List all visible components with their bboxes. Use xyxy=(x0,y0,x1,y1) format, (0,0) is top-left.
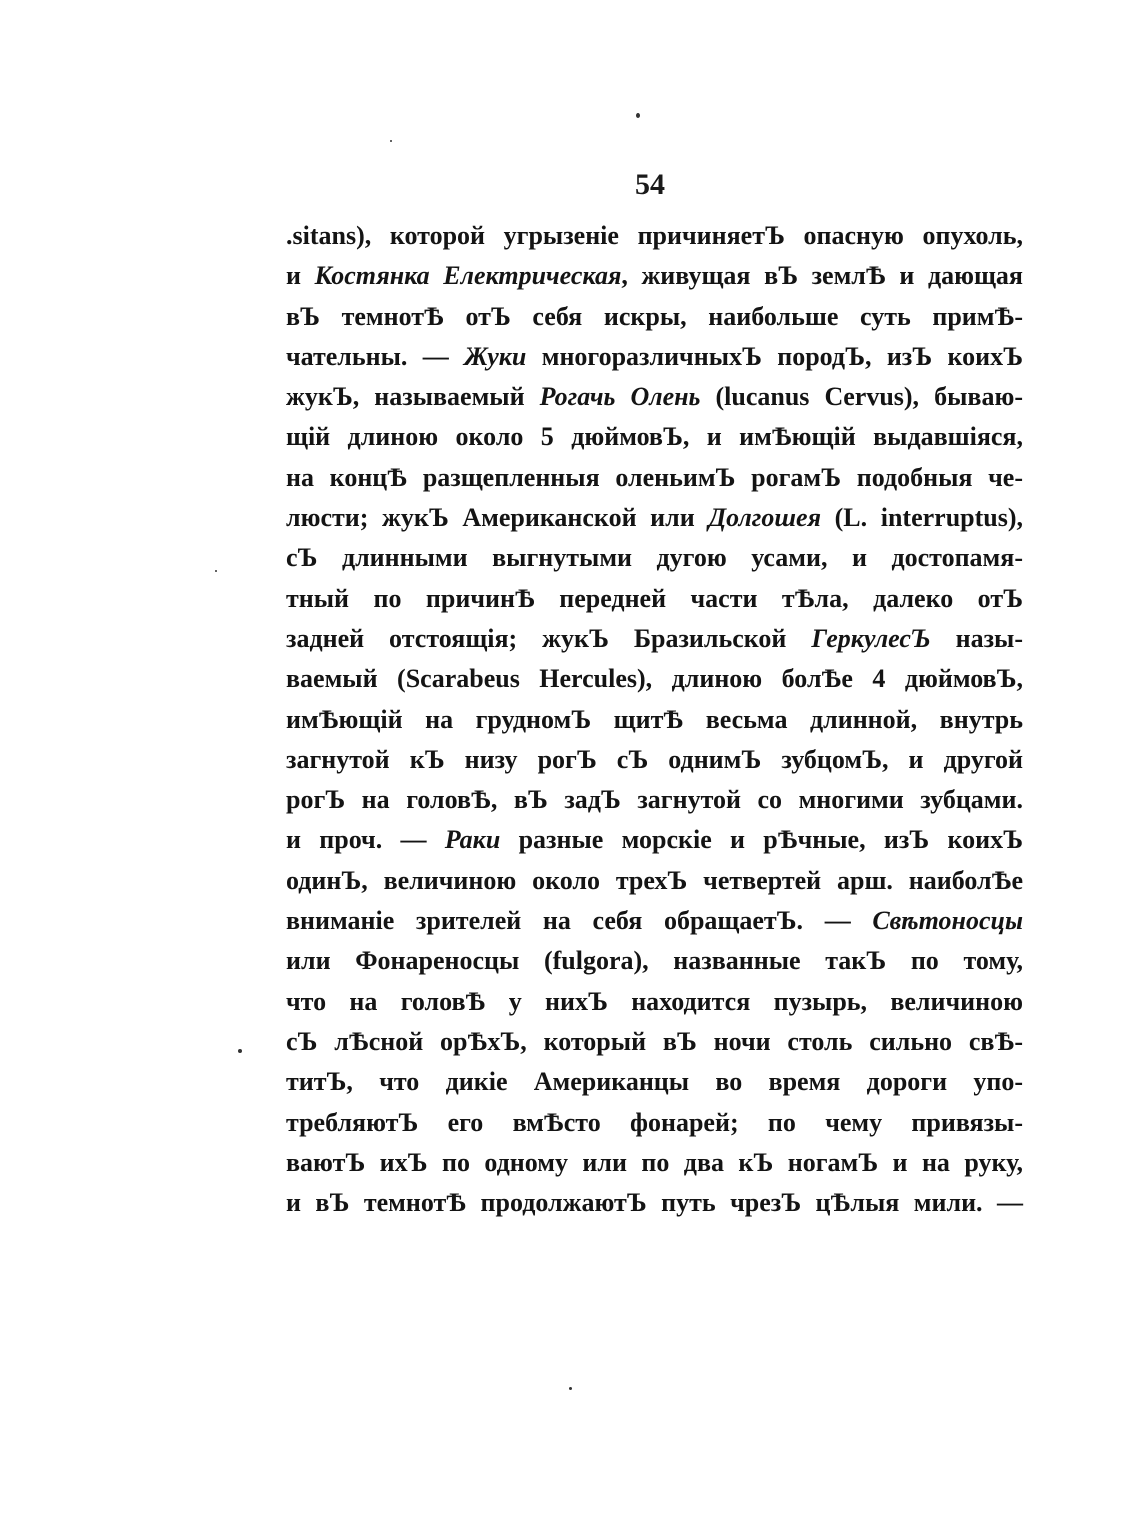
scan-speck xyxy=(390,140,392,142)
text-run: назы- xyxy=(930,623,1023,653)
text-line xyxy=(286,780,1023,820)
text-run: (L. interruptus), xyxy=(821,503,1024,533)
italic-term: Свѣтоносцы xyxy=(872,906,1023,936)
text-line xyxy=(286,1103,1023,1143)
text-line xyxy=(286,659,1023,699)
text-run: вниманіе зрителей на себя обращаетЪ. — xyxy=(286,906,873,936)
italic-term: Костянка Електрическая xyxy=(314,261,622,291)
text-run: многоразличныхЪ породЪ, изЪ коихЪ xyxy=(526,341,1023,371)
text-run: загнутой кЪ низу рогЪ сЪ однимЪ зубцомЪ, и другой xyxy=(286,744,1023,774)
text-run: вЪ темнотѢ отЪ себя искры, наибольше суть примѢ- xyxy=(286,301,1023,331)
text-run: требляютЪ его вмѢсто фонарей; по чему привязы- xyxy=(286,1107,1023,1137)
text-run: жукЪ, называемый xyxy=(286,382,540,412)
text-line xyxy=(286,820,1023,860)
text-run: задней отстоящія; жукЪ Бразильской xyxy=(286,623,812,653)
text-line xyxy=(286,1022,1023,1062)
text-run: чательны. — xyxy=(286,341,465,371)
text-run: имѢющій на грудномЪ щитѢ весьма длинной, внутрь xyxy=(286,704,1023,734)
italic-term: Жуки xyxy=(464,341,527,371)
text-line xyxy=(286,538,1023,578)
scan-speck xyxy=(238,1049,242,1053)
text-run: одинЪ, величиною около трехЪ четвертей арш. наиболѢе xyxy=(286,865,1023,895)
text-line xyxy=(286,297,1023,337)
text-line xyxy=(286,377,1023,417)
text-run: сЪ лѢсной орѢхЪ, который вЪ ночи столь сильно свѢ- xyxy=(286,1026,1023,1056)
text-line xyxy=(286,216,1023,256)
text-line xyxy=(286,256,1023,296)
text-line xyxy=(286,982,1023,1022)
text-line xyxy=(286,1143,1023,1183)
body-text xyxy=(286,216,1023,1223)
text-run: что на головѢ у нихЪ находится пузырь, величиною xyxy=(286,986,1023,1016)
text-line xyxy=(286,740,1023,780)
page-number: 54 xyxy=(635,168,665,201)
text-run: ваемый (Scarabeus Hercules), длиною болѢе 4 дюймовЪ, xyxy=(286,664,1023,694)
text-run: тный по причинѢ передней части тѢла, далеко отЪ xyxy=(286,583,1023,613)
text-run: сЪ длинными выгнутыми дугою усами, и достопамя- xyxy=(286,543,1023,573)
text-run: рогЪ на головѢ, вЪ задЪ загнутой со многими зубцами. xyxy=(286,785,1023,815)
scan-speck xyxy=(215,570,217,572)
text-line xyxy=(286,1183,1023,1223)
text-run: и xyxy=(286,261,315,291)
text-run: и проч. — xyxy=(286,825,445,855)
text-line xyxy=(286,700,1023,740)
text-run: щій длиною около 5 дюймовЪ, и имѢющій выдавшіяся, xyxy=(286,422,1023,452)
text-run: (lucanus Cervus), бываю- xyxy=(700,382,1023,412)
italic-term: Рогачь Олень xyxy=(539,382,701,412)
text-run: , живущая вЪ землѢ и дающая xyxy=(621,261,1023,291)
text-line xyxy=(286,901,1023,941)
text-run: титЪ, что дикіе Американцы во время дороги упо- xyxy=(286,1067,1023,1097)
text-run: на концѢ разщепленныя оленьимЪ рогамЪ подобныя че- xyxy=(286,462,1023,492)
text-run: .sitans), которой угрызеніе причиняетЪ опасную опухоль, xyxy=(286,221,1023,250)
text-line xyxy=(286,941,1023,981)
text-line xyxy=(286,337,1023,377)
scan-speck xyxy=(636,113,640,118)
text-run: разные морскіе и рѢчные, изЪ коихЪ xyxy=(500,825,1023,855)
text-run: ваютЪ ихЪ по одному или по два кЪ ногамЪ и на руку, xyxy=(286,1147,1023,1177)
text-line xyxy=(286,861,1023,901)
scan-speck xyxy=(569,1387,572,1390)
italic-term: Долгошея xyxy=(708,503,821,533)
text-line xyxy=(286,458,1023,498)
text-run: и вЪ темнотѢ продолжаютЪ путь чрезЪ цѢлыя мили. — xyxy=(286,1188,1023,1218)
text-run: или Фонареносцы (fulgora), названные такЪ по тому, xyxy=(286,946,1023,976)
italic-term: ГеркулесЪ xyxy=(811,623,931,653)
text-line xyxy=(286,579,1023,619)
text-line xyxy=(286,1062,1023,1102)
text-line xyxy=(286,619,1023,659)
text-run: люсти; жукЪ Американской или xyxy=(286,503,709,533)
italic-term: Раки xyxy=(444,825,501,855)
text-line xyxy=(286,417,1023,457)
text-line xyxy=(286,498,1023,538)
